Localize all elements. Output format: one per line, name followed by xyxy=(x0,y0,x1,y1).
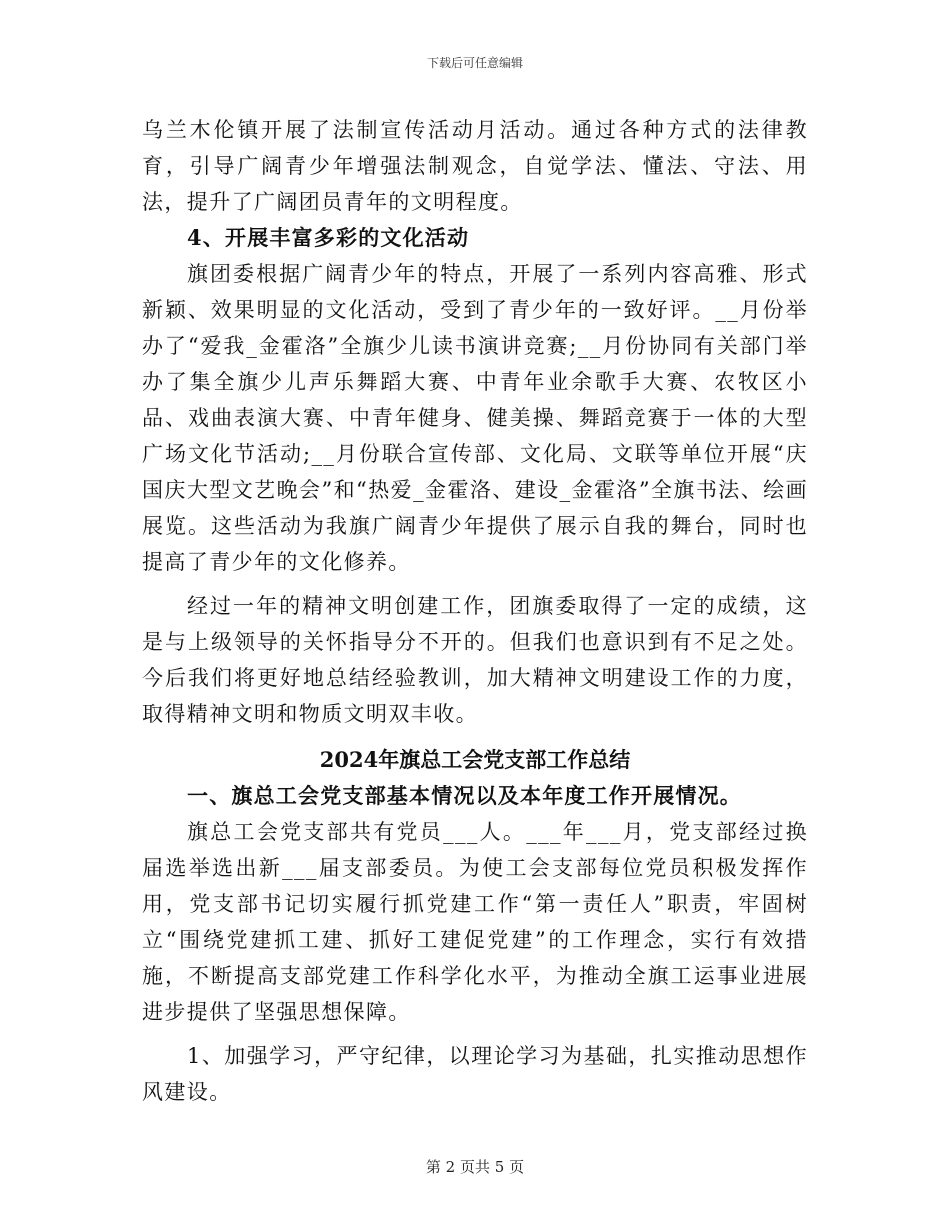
paragraph-study-discipline: 1、加强学习，严守纪律，以理论学习为基础，扎实推动思想作风建设。 xyxy=(142,1044,808,1104)
document-title: 2024年旗总工会党支部工作总结 xyxy=(319,747,631,772)
paragraph-party-branch: 旗总工会党支部共有党员___人。___年___月，党支部经过换届选举选出新___届支部委员。为使工会支部每位党员积极发挥作用，党支部书记切实履行抓党建工作“第一责任人”职责，牢固树立“围绕党建抓工建、抓好工建促党建”的工作理念，实行有效措施，不断提高支部党建工作科学化水平，为推动全旗工运事业进展进步提供了坚强思想保障。 xyxy=(142,820,808,1024)
paragraph-legal-education: 乌兰木伦镇开展了法制宣传活动月活动。通过各种方式的法律教育，引导广阔青少年增强法制观念，自觉学法、懂法、守法、用法，提升了广阔团员青年的文明程度。 xyxy=(142,118,808,214)
page-number: 第 2 页共 5 页 xyxy=(425,1158,525,1176)
paragraph-cultural-activities: 旗团委根据广阔青少年的特点，开展了一系列内容高雅、形式新颖、效果明显的文化活动，受到了青少年的一致好评。__月份举办了“爱我_金霍洛”全旗少儿读书演讲竞赛;__月份协同有关部门举办了集全旗少儿声乐舞蹈大赛、中青年业余歌手大赛、农牧区小品、戏曲表演大赛、中青年健身、健美操、舞蹈竞赛于一体的大型广场文化节活动;__月份联合宣传部、文化局、文联等单位开展“庆国庆大型文艺晚会”和“热爱_金霍洛、建设_金霍洛”全旗书法、绘画展览。这些活动为我旗广阔青少年提供了展示自我的舞台，同时也提高了青少年的文化修养。 xyxy=(142,262,808,574)
document-body xyxy=(142,112,808,1110)
section-heading-basic-situation: 一、旗总工会党支部基本情况以及本年度工作开展情况。 xyxy=(187,783,742,808)
page-header: 下载后可任意编辑 xyxy=(426,56,523,70)
paragraph-conclusion: 经过一年的精神文明创建工作，团旗委取得了一定的成绩，这是与上级领导的关怀指导分不开的。但我们也意识到有不足之处。今后我们将更好地总结经验教训，加大精神文明建设工作的力度，取得精神文明和物质文明双丰收。 xyxy=(142,594,808,726)
section-heading-cultural-activities: 4、开展丰富多彩的文化活动 xyxy=(187,225,470,250)
